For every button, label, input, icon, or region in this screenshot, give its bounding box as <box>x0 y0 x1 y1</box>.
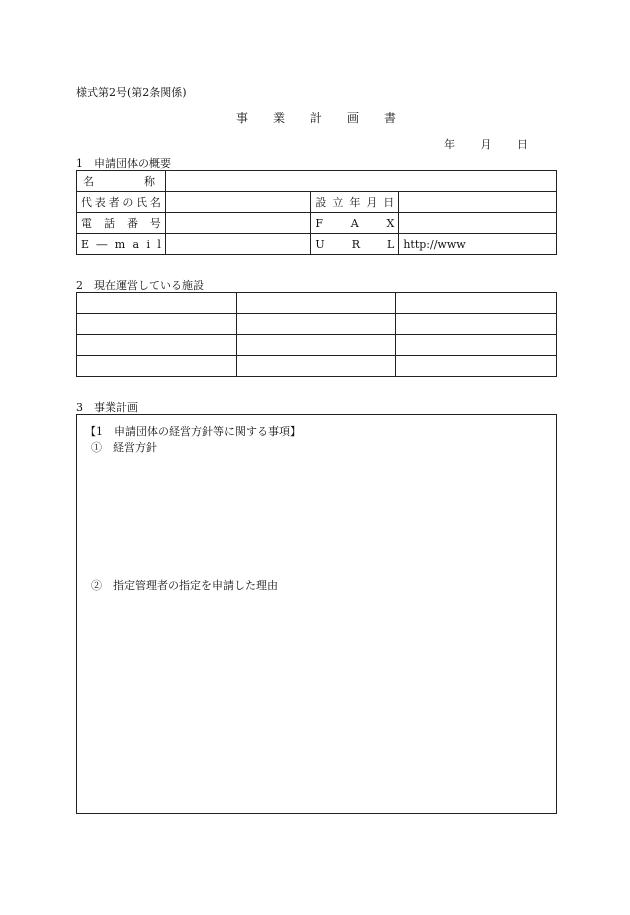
table-cell[interactable] <box>236 314 396 335</box>
table-cell[interactable] <box>77 356 237 377</box>
document-title <box>236 109 396 126</box>
label-char: 称 <box>143 175 155 188</box>
email-field[interactable] <box>165 234 310 255</box>
date-month-label: 月 <box>480 138 492 151</box>
title-char: 事 <box>236 111 249 125</box>
label-char: 日 <box>383 196 395 209</box>
label-char: m <box>114 237 126 251</box>
label-char: E <box>81 237 90 251</box>
label-char: 立 <box>332 196 344 209</box>
table-cell[interactable] <box>77 314 237 335</box>
label-char: U <box>315 237 325 251</box>
table-cell[interactable] <box>236 356 396 377</box>
label-char: 者 <box>108 196 120 209</box>
table-cell[interactable] <box>396 314 557 335</box>
label-char: 号 <box>149 217 161 230</box>
business-plan-box[interactable] <box>76 414 557 814</box>
label-char: 電 <box>81 217 92 230</box>
phone-field[interactable] <box>165 213 310 234</box>
label-char: a <box>132 237 140 251</box>
label-char: R <box>351 237 360 251</box>
facilities-table <box>76 292 557 377</box>
phone-label-cell <box>77 213 166 234</box>
label-char: F <box>315 216 324 230</box>
date-day-label: 日 <box>517 138 528 151</box>
established-date-field[interactable] <box>399 192 557 213</box>
section2-heading: 2 現在運営している施設 <box>76 279 204 292</box>
table-cell[interactable] <box>77 293 237 314</box>
table-cell[interactable] <box>396 335 557 356</box>
label-char: 設 <box>315 196 327 209</box>
management-policy-label: ① 経営方針 <box>91 441 157 454</box>
section1-heading: 1 申請団体の概要 <box>76 157 171 170</box>
label-char: 名 <box>83 175 94 188</box>
application-reason-label: ② 指定管理者の指定を申請した理由 <box>91 579 278 592</box>
name-label-cell <box>77 171 166 192</box>
label-char: 氏 <box>136 196 148 209</box>
label-char: A <box>350 216 359 230</box>
date-year-label: 年 <box>444 138 455 151</box>
label-char: 話 <box>103 217 115 230</box>
section3-heading: 3 事業計画 <box>76 401 138 414</box>
fax-field[interactable] <box>399 213 557 234</box>
title-char: 計 <box>309 111 322 125</box>
label-char: 名 <box>149 196 161 209</box>
label-char: の <box>122 196 134 209</box>
table-cell[interactable] <box>396 293 557 314</box>
table-cell[interactable] <box>236 293 396 314</box>
plan-sub-heading: 【1 申請団体の経営方針等に関する事項】 <box>85 425 301 438</box>
table-cell[interactable] <box>77 335 237 356</box>
label-char: 番 <box>126 217 138 230</box>
form-number: 様式第2号(第2条関係) <box>76 86 187 99</box>
title-char: 業 <box>272 111 285 125</box>
title-char: 画 <box>346 111 359 125</box>
name-field[interactable] <box>165 171 556 192</box>
label-char: i <box>146 237 150 251</box>
title-char: 書 <box>383 111 396 125</box>
table-row <box>77 356 557 377</box>
table-cell[interactable] <box>236 335 396 356</box>
table-row <box>77 335 557 356</box>
table-row <box>77 171 557 192</box>
table-row <box>77 234 557 255</box>
date-line <box>444 136 528 152</box>
label-char: L <box>386 237 395 251</box>
table-row <box>77 192 557 213</box>
label-char: 月 <box>366 196 378 209</box>
label-char: 表 <box>94 196 106 209</box>
representative-field[interactable] <box>165 192 310 213</box>
label-char: 年 <box>349 196 361 209</box>
email-label-cell <box>77 234 166 255</box>
table-cell[interactable] <box>396 356 557 377</box>
representative-label-cell <box>77 192 166 213</box>
table-row <box>77 213 557 234</box>
label-char: l <box>157 237 161 251</box>
established-date-label-cell <box>311 192 399 213</box>
table-row <box>77 314 557 335</box>
label-char: X <box>386 216 395 230</box>
label-char: 代 <box>81 196 92 209</box>
url-field[interactable]: http://www <box>399 234 557 255</box>
fax-label-cell <box>311 213 399 234</box>
table-row <box>77 293 557 314</box>
organization-overview-table <box>76 170 557 255</box>
label-char: ― <box>96 237 108 251</box>
url-label-cell <box>311 234 399 255</box>
